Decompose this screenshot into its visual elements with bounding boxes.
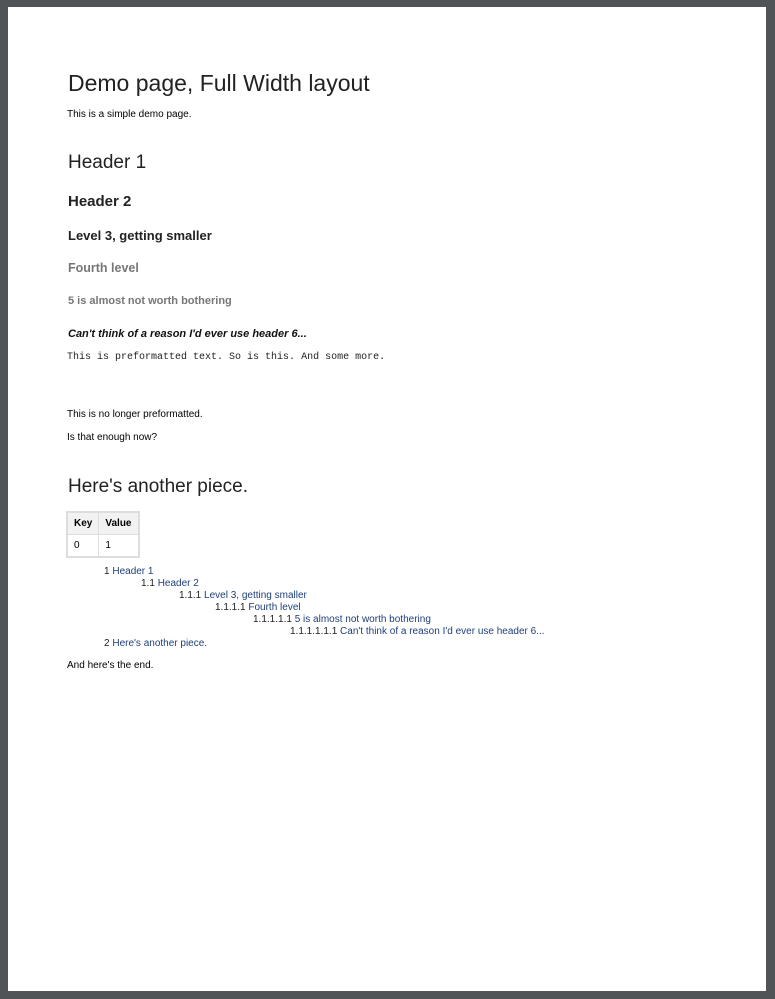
toc-item: [104, 638, 207, 649]
toc-link[interactable]: Fourth level: [248, 602, 301, 613]
page-title: Demo page, Full Width layout: [68, 70, 370, 96]
toc-link[interactable]: Header 2: [157, 578, 199, 589]
toc-number: 2: [104, 638, 110, 649]
heading-another-piece: Here's another piece.: [68, 476, 249, 497]
heading-5: 5 is almost not worth bothering: [68, 295, 232, 307]
table-row: [67, 535, 139, 558]
toc-item: [141, 578, 199, 589]
heading-2: Header 2: [68, 193, 132, 210]
toc-item: [253, 614, 431, 625]
toc-link[interactable]: Level 3, getting smaller: [204, 590, 307, 601]
preformatted-block: [67, 352, 385, 365]
column-header: Value: [99, 512, 139, 535]
toc-number: 1: [104, 566, 110, 577]
column-header: Key: [67, 512, 99, 535]
table-cell: 0: [67, 535, 99, 558]
heading-6: Can't think of a reason I'd ever use header 6...: [68, 328, 307, 340]
closing-text: And here's the end.: [67, 660, 154, 671]
table-cell: 1: [99, 535, 139, 558]
toc-number: 1.1.1.1.1.1: [290, 626, 338, 637]
toc-link[interactable]: Header 1: [112, 566, 154, 577]
key-value-table: [66, 511, 140, 558]
toc-number: 1.1.1.1.1: [253, 614, 292, 625]
toc-link[interactable]: 5 is almost not worth bothering: [294, 614, 431, 625]
pre-line: This is preformatted text.: [67, 352, 224, 363]
paragraph: Is that enough now?: [67, 432, 158, 443]
heading-4: Fourth level: [68, 261, 139, 275]
heading-1: Header 1: [68, 152, 147, 173]
pre-line: So is this.: [229, 352, 296, 363]
table-header-row: [67, 512, 139, 535]
toc-item: [104, 566, 153, 577]
paragraph: This is no longer preformatted.: [67, 409, 203, 420]
toc-item: [290, 626, 545, 637]
toc-link[interactable]: Can't think of a reason I'd ever use header 6...: [340, 626, 545, 637]
toc-link[interactable]: Here's another piece.: [112, 638, 208, 649]
toc-number: 1.1: [141, 578, 155, 589]
toc-number: 1.1.1.1: [215, 602, 246, 613]
toc-item: [215, 602, 301, 613]
toc-item: [179, 590, 307, 601]
intro-text: This is a simple demo page.: [67, 109, 192, 120]
heading-3: Level 3, getting smaller: [68, 228, 212, 243]
pre-line: And some more.: [301, 352, 386, 363]
toc-number: 1.1.1: [179, 590, 202, 601]
